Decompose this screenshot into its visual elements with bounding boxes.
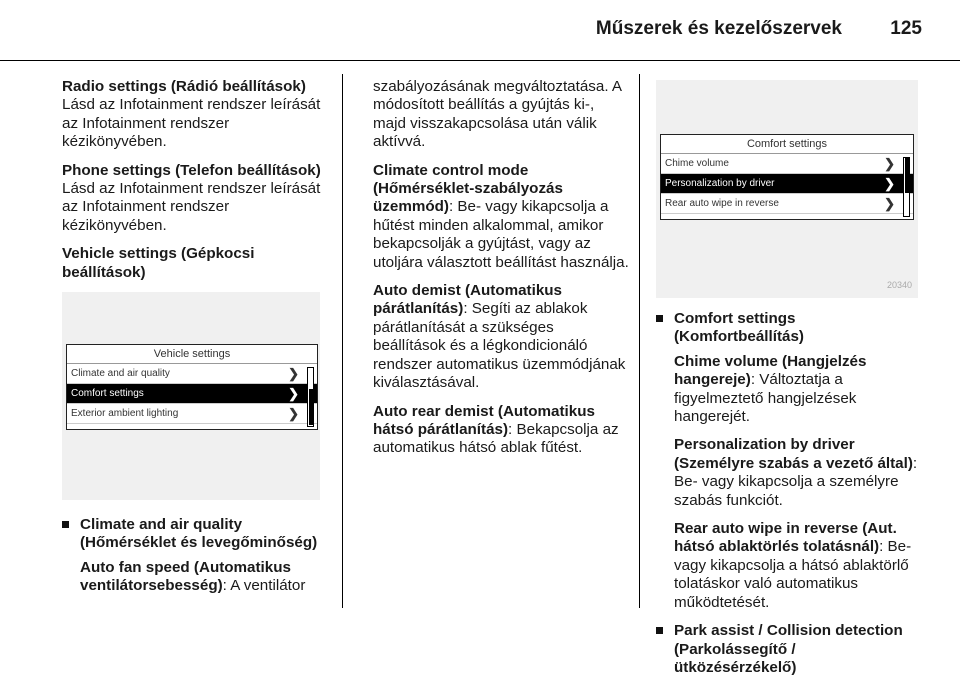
header-rule: [0, 60, 960, 61]
vehicle-settings-heading: Vehicle settings (Gépkocsi beállítások): [62, 245, 255, 281]
phone-settings-text: Lásd az Infotainment rendszer leírását az Infotainment rendszer kézikönyvében.: [62, 180, 321, 234]
auto-rear-demist-text: : Bekapcsolja az automatikus hátsó ablak fűtést.: [373, 420, 619, 457]
column-divider: [639, 74, 640, 608]
comfort-bullet: Comfort settings (Komfortbeállítás): [656, 310, 922, 347]
personalization-label: Personalization by driver (Személyre szabás a vezető által): [674, 436, 913, 472]
radio-settings-section: [62, 78, 324, 152]
chevron-right-icon: ❯: [884, 156, 895, 171]
bullet-square-icon: [62, 521, 69, 528]
chevron-right-icon: ❯: [288, 366, 299, 382]
menu-item[interactable]: [67, 404, 317, 424]
climate-control-mode-label: Climate control mode (Hőmérséklet-szabályozás üzemmód): [373, 161, 563, 216]
rear-auto-wipe-text: : Be- vagy kikapcsolja a hátsó ablaktörlő tolatáskor való automatikus működtetését.: [674, 538, 912, 611]
page-header: [0, 0, 960, 60]
menu-item[interactable]: [661, 154, 913, 174]
continued-text: szabályozásának megváltoztatása. A módosított beállítás a gyújtás ki-, majd visszakapcsolása után válik aktívvá.: [373, 78, 622, 151]
radio-settings-heading: Radio settings (Rádió beállítások): [62, 78, 306, 95]
vehicle-settings-figure: [62, 292, 320, 500]
chime-volume-item: [674, 353, 922, 427]
auto-rear-demist-label: Auto rear demist (Automatikus hátsó párátlanítás): [373, 402, 595, 438]
park-assist-bullet: Park assist / Collision detection (Parkolássegítő / ütközésérzékelő): [656, 622, 922, 677]
phone-settings-heading: Phone settings (Telefon beállítások): [62, 161, 321, 179]
menu-item-label: Personalization by driver: [665, 178, 775, 189]
page-number: 125: [890, 18, 922, 39]
phone-settings-section: [62, 162, 324, 236]
climate-bullet: Climate and air quality (Hőmérséklet és levegőminőség): [62, 516, 324, 553]
screen-title: Comfort settings: [661, 135, 913, 154]
menu-item-label: Exterior ambient lighting: [71, 408, 179, 420]
column-divider: [342, 74, 343, 608]
column-3: [656, 78, 922, 677]
auto-fan-speed-label: Auto fan speed (Automatikus ventilátorsebesség): [80, 558, 291, 595]
bullet-square-icon: [656, 627, 663, 634]
scrollbar-thumb[interactable]: [905, 157, 910, 193]
vehicle-settings-screen: [66, 344, 318, 430]
chevron-right-icon: ❯: [288, 406, 299, 422]
scrollbar-thumb[interactable]: [309, 389, 314, 425]
rear-auto-wipe-item: [674, 520, 922, 612]
menu-item-label: Chime volume: [665, 158, 729, 169]
column-2: [373, 78, 629, 468]
menu-item-selected[interactable]: [661, 174, 913, 194]
auto-demist-text: : Segíti az ablakok párátlanítását a szükséges beállítások és a légkondicionáló rendszer automatikus üzemmódjának kiválasztásával.: [373, 300, 626, 392]
radio-settings-text: Lásd az Infotainment rendszer leírását az Infotainment rendszer kézikönyvében.: [62, 96, 321, 151]
climate-control-mode-item: [373, 162, 629, 272]
menu-item-label: Rear auto wipe in reverse: [665, 198, 779, 209]
chevron-right-icon: ❯: [884, 176, 895, 191]
auto-rear-demist-item: [373, 403, 629, 458]
comfort-settings-screen: [660, 134, 914, 220]
auto-demist-item: [373, 282, 629, 392]
chapter-title: Műszerek és kezelőszervek: [595, 18, 842, 39]
chevron-right-icon: ❯: [288, 386, 299, 402]
menu-item[interactable]: [661, 194, 913, 214]
chevron-right-icon: ❯: [884, 196, 895, 211]
auto-demist-label: Auto demist (Automatikus párátlanítás): [373, 282, 563, 318]
personalization-text: : Be- vagy kikapcsolja a személyre szabás funkciót.: [674, 454, 918, 509]
comfort-settings-figure: [656, 80, 918, 298]
rear-auto-wipe-label: Rear auto wipe in reverse (Aut. hátsó ablaktörlés tolatásnál): [674, 520, 897, 556]
menu-item-label: Climate and air quality: [71, 368, 170, 380]
figure-number: 20340: [886, 279, 912, 290]
menu-item-selected[interactable]: [67, 384, 317, 404]
chime-volume-text: : Változtatja a figyelmeztető hangjelzések hangerejét.: [674, 371, 857, 426]
menu-item-label: Comfort settings: [71, 388, 144, 400]
auto-fan-speed-item: [80, 559, 324, 596]
screen-title: Vehicle settings: [67, 345, 317, 364]
menu-item[interactable]: [67, 364, 317, 384]
climate-control-mode-text: : Be- vagy kikapcsolja a hűtést minden alkalommal, amikor bekapcsolják a gyújtást, vagy az utoljára választott beállítást használja.: [373, 198, 629, 271]
auto-fan-speed-text: : A ventilátor: [222, 577, 306, 595]
column-1: [62, 78, 324, 606]
bullet-square-icon: [656, 315, 663, 322]
personalization-item: [674, 436, 922, 510]
chime-volume-label: Chime volume (Hangjelzés hangereje): [674, 352, 867, 389]
